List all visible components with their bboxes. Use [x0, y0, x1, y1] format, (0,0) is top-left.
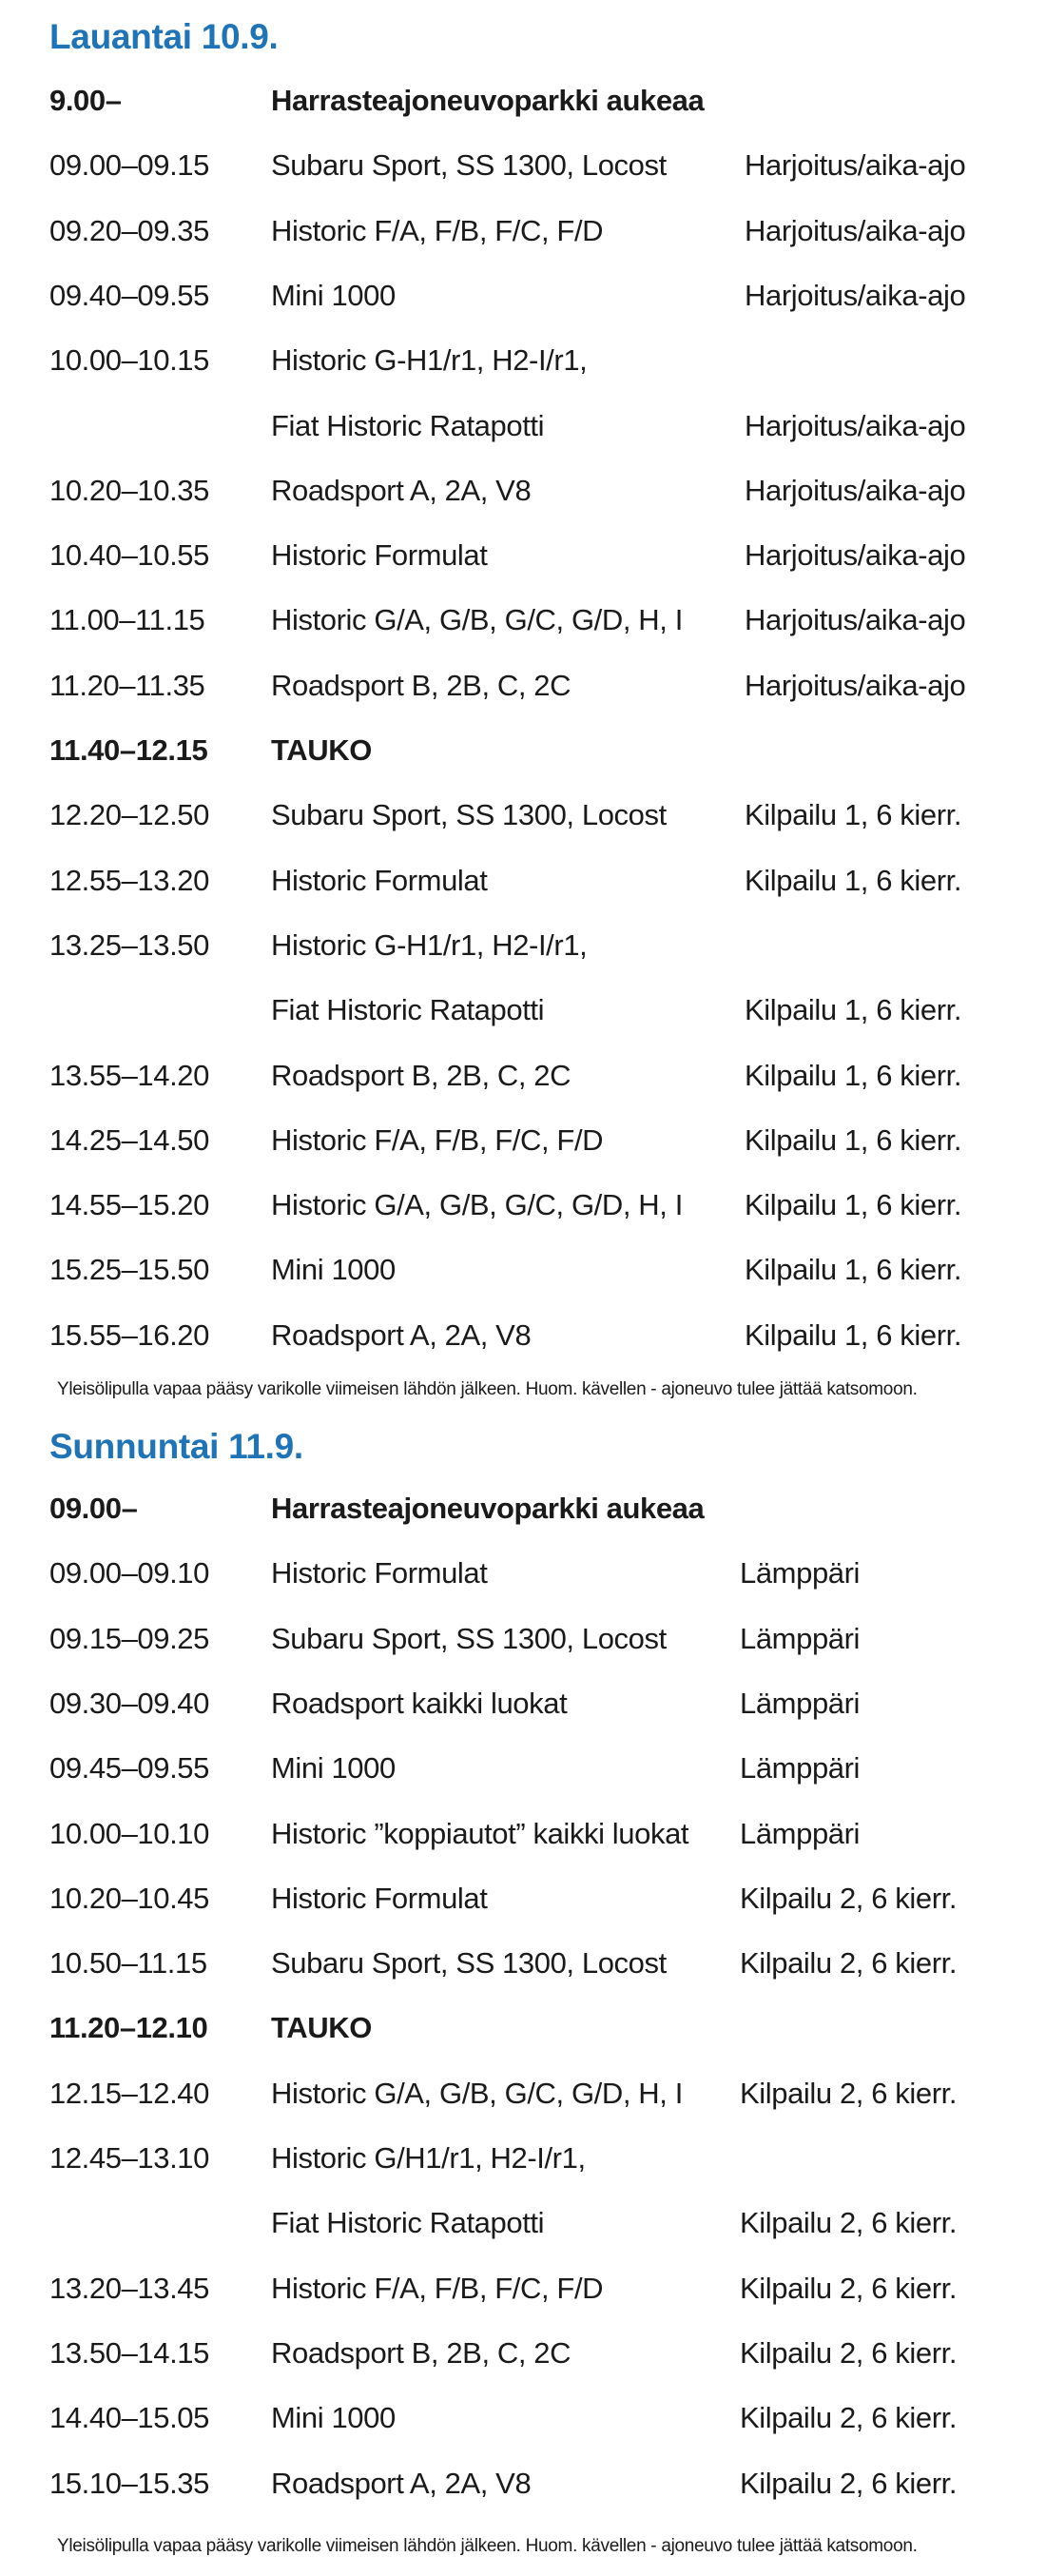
row-session: Kilpailu 2, 6 kierr.	[740, 1946, 958, 1981]
schedule-row	[0, 787, 1046, 844]
schedule-row	[0, 398, 1046, 455]
schedule-row	[0, 2130, 1046, 2187]
schedule-row	[0, 1307, 1046, 1364]
row-session: Harjoitus/aika-ajo	[745, 603, 966, 637]
row-class: Historic G/A, G/B, G/C, G/D, H, I	[271, 2076, 683, 2110]
row-time: 13.55–14.20	[49, 1058, 209, 1092]
footnote: Yleisölipulla vapaa pääsy varikolle viimeisen lähdön jälkeen. Huom. kävellen - ajoneuvo tulee jättää katsomoon.	[57, 1379, 918, 1399]
row-time: 11.20–12.10	[49, 2011, 208, 2045]
row-time: 12.55–13.20	[49, 863, 209, 897]
row-session: Kilpailu 2, 6 kierr.	[740, 1881, 958, 1915]
row-class: Roadsport B, 2B, C, 2C	[271, 2335, 571, 2370]
row-time: 12.45–13.10	[49, 2141, 209, 2175]
footnote: Yleisölipulla vapaa pääsy varikolle viimeisen lähdön jälkeen. Huom. kävellen - ajoneuvo tulee jättää katsomoon.	[57, 2536, 918, 2556]
schedule-row	[0, 852, 1046, 909]
row-time: 09.00–09.10	[49, 1556, 209, 1590]
row-time: 13.25–13.50	[49, 927, 209, 962]
row-session: Harjoitus/aika-ajo	[745, 473, 966, 507]
schedule-row-highlight	[0, 722, 1046, 779]
schedule-row	[0, 203, 1046, 260]
schedule-row	[0, 1047, 1046, 1104]
row-time: 09.20–09.35	[49, 213, 209, 247]
row-time: 09.15–09.25	[49, 1621, 209, 1655]
row-time: 15.25–15.50	[49, 1253, 209, 1287]
row-time: 10.40–10.55	[49, 538, 209, 573]
row-session: Kilpailu 2, 6 kierr.	[740, 2076, 958, 2110]
schedule-row	[0, 657, 1046, 714]
schedule-row	[0, 137, 1046, 194]
row-time: 10.00–10.15	[49, 343, 209, 378]
row-session: Lämppäri	[740, 1751, 861, 1786]
row-time: 11.00–11.15	[49, 603, 205, 637]
row-class: Historic F/A, F/B, F/C, F/D	[271, 2271, 604, 2305]
schedule-row	[0, 982, 1046, 1039]
schedule-row	[0, 1177, 1046, 1234]
row-session: Lämppäri	[740, 1621, 861, 1655]
schedule-row-highlight	[0, 1480, 1046, 1537]
row-session: Kilpailu 2, 6 kierr.	[740, 2206, 958, 2240]
row-time: 12.20–12.50	[49, 798, 209, 832]
row-class: Harrasteajoneuvoparkki aukeaa	[271, 84, 705, 117]
row-session: Kilpailu 2, 6 kierr.	[740, 2466, 958, 2500]
schedule-row	[0, 332, 1046, 389]
row-session: Kilpailu 1, 6 kierr.	[745, 1058, 962, 1092]
row-time: 13.20–13.45	[49, 2271, 209, 2305]
schedule-row	[0, 2325, 1046, 2382]
schedule-row-highlight	[0, 72, 1046, 129]
row-class: Mini 1000	[271, 2401, 396, 2435]
row-time: 14.40–15.05	[49, 2401, 209, 2435]
row-time: 10.20–10.35	[49, 473, 209, 507]
row-class: Roadsport kaikki luokat	[271, 1686, 568, 1720]
row-session: Harjoitus/aika-ajo	[745, 408, 966, 442]
schedule-row	[0, 1870, 1046, 1927]
schedule-row	[0, 267, 1046, 324]
row-time: 11.40–12.15	[49, 733, 208, 767]
row-session: Harjoitus/aika-ajo	[745, 148, 966, 183]
row-class: Historic G-H1/r1, H2-I/r1,	[271, 343, 588, 378]
row-session: Kilpailu 1, 6 kierr.	[745, 863, 962, 897]
row-session: Kilpailu 1, 6 kierr.	[745, 798, 962, 832]
schedule-row	[0, 1545, 1046, 1602]
row-session: Lämppäri	[740, 1816, 861, 1850]
row-session: Harjoitus/aika-ajo	[745, 213, 966, 247]
row-class: Historic F/A, F/B, F/C, F/D	[271, 213, 604, 247]
schedule-row	[0, 462, 1046, 519]
schedule-row	[0, 1935, 1046, 1992]
row-class: Roadsport A, 2A, V8	[271, 2466, 532, 2500]
row-time: 09.45–09.55	[49, 1751, 209, 1786]
row-time: 13.50–14.15	[49, 2335, 209, 2370]
row-class: Subaru Sport, SS 1300, Locost	[271, 798, 667, 832]
saturday-schedule	[0, 17, 1046, 1425]
row-time: 10.20–10.45	[49, 1881, 209, 1915]
row-class: Fiat Historic Ratapotti	[271, 993, 545, 1027]
row-class: Subaru Sport, SS 1300, Locost	[271, 1621, 667, 1655]
row-class: Fiat Historic Ratapotti	[271, 408, 545, 442]
row-class: Roadsport B, 2B, C, 2C	[271, 1058, 571, 1092]
row-class: TAUKO	[271, 733, 372, 767]
row-time: 09.40–09.55	[49, 278, 209, 312]
day-title: Lauantai 10.9.	[49, 17, 279, 56]
day-title: Sunnuntai 11.9.	[49, 1427, 303, 1466]
row-session: Kilpailu 2, 6 kierr.	[740, 2401, 958, 2435]
row-class: Historic F/A, F/B, F/C, F/D	[271, 1122, 604, 1157]
row-time: 09.00–	[49, 1492, 138, 1525]
row-session: Kilpailu 2, 6 kierr.	[740, 2335, 958, 2370]
row-time: 11.20–11.35	[49, 668, 205, 702]
row-class: Historic G-H1/r1, H2-I/r1,	[271, 927, 588, 962]
sunday-schedule	[0, 1427, 1046, 2568]
row-session: Lämppäri	[740, 1686, 861, 1720]
row-class: Historic G/A, G/B, G/C, G/D, H, I	[271, 603, 683, 637]
schedule-row	[0, 2260, 1046, 2317]
row-time: 09.00–09.15	[49, 148, 209, 183]
row-class: Roadsport B, 2B, C, 2C	[271, 668, 571, 702]
schedule-row	[0, 2455, 1046, 2512]
row-class: Roadsport A, 2A, V8	[271, 473, 532, 507]
row-time: 15.10–15.35	[49, 2466, 209, 2500]
schedule-row	[0, 527, 1046, 584]
row-class: Historic Formulat	[271, 863, 488, 897]
row-time: 9.00–	[49, 84, 122, 117]
row-time: 15.55–16.20	[49, 1317, 209, 1352]
row-time: 10.50–11.15	[49, 1946, 207, 1981]
row-session: Kilpailu 1, 6 kierr.	[745, 1122, 962, 1157]
row-time: 14.25–14.50	[49, 1122, 209, 1157]
row-session: Kilpailu 2, 6 kierr.	[740, 2271, 958, 2305]
row-time: 14.55–15.20	[49, 1188, 209, 1222]
row-session: Lämppäri	[740, 1556, 861, 1590]
row-class: Historic Formulat	[271, 538, 488, 573]
schedule-row-highlight	[0, 2000, 1046, 2057]
schedule-row	[0, 2065, 1046, 2122]
row-class: Harrasteajoneuvoparkki aukeaa	[271, 1492, 705, 1525]
row-time: 10.00–10.10	[49, 1816, 209, 1850]
schedule-row	[0, 1610, 1046, 1668]
schedule-row	[0, 1675, 1046, 1732]
schedule-row	[0, 1740, 1046, 1797]
row-class: Roadsport A, 2A, V8	[271, 1317, 532, 1352]
schedule-row	[0, 917, 1046, 974]
row-time: 12.15–12.40	[49, 2076, 209, 2110]
row-session: Harjoitus/aika-ajo	[745, 668, 966, 702]
schedule-row	[0, 1805, 1046, 1863]
row-session: Kilpailu 1, 6 kierr.	[745, 1188, 962, 1222]
row-class: Historic ”koppiautot” kaikki luokat	[271, 1816, 689, 1850]
row-class: Historic Formulat	[271, 1556, 488, 1590]
schedule-row	[0, 1241, 1046, 1298]
row-class: Historic Formulat	[271, 1881, 488, 1915]
row-class: Mini 1000	[271, 278, 396, 312]
row-class: Subaru Sport, SS 1300, Locost	[271, 148, 667, 183]
row-session: Kilpailu 1, 6 kierr.	[745, 1317, 962, 1352]
schedule-row	[0, 2390, 1046, 2447]
row-class: Historic G/A, G/B, G/C, G/D, H, I	[271, 1188, 683, 1222]
schedule-row	[0, 2195, 1046, 2252]
row-class: Historic G/H1/r1, H2-I/r1,	[271, 2141, 586, 2175]
row-session: Harjoitus/aika-ajo	[745, 278, 966, 312]
schedule-row	[0, 592, 1046, 649]
row-session: Harjoitus/aika-ajo	[745, 538, 966, 573]
row-session: Kilpailu 1, 6 kierr.	[745, 1253, 962, 1287]
row-class: Mini 1000	[271, 1751, 396, 1786]
row-class: Mini 1000	[271, 1253, 396, 1287]
row-time: 09.30–09.40	[49, 1686, 209, 1720]
row-class: TAUKO	[271, 2011, 372, 2045]
schedule-row	[0, 1112, 1046, 1169]
row-class: Fiat Historic Ratapotti	[271, 2206, 545, 2240]
row-session: Kilpailu 1, 6 kierr.	[745, 993, 962, 1027]
row-class: Subaru Sport, SS 1300, Locost	[271, 1946, 667, 1981]
